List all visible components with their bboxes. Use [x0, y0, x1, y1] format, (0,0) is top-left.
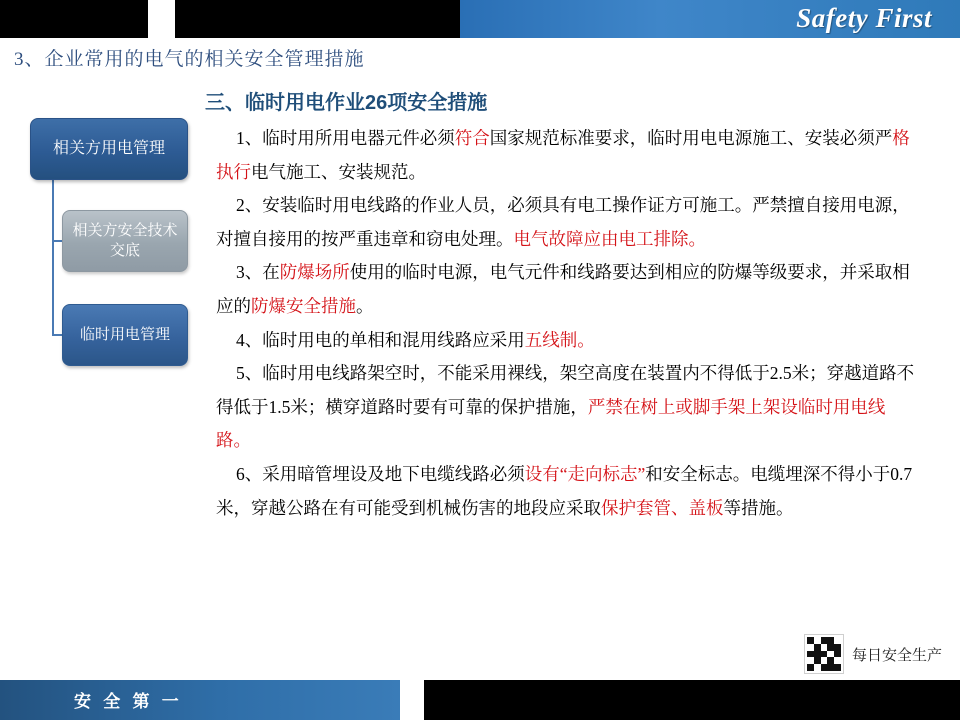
footer-blue-block [0, 680, 400, 720]
body-text: 使用的临时电源，电气元件和线路要达到相应的防爆等级要求，并采取相应的 [216, 262, 910, 316]
top-banner [0, 0, 960, 38]
section-heading: 3、企业常用的电气的相关安全管理措施 [14, 49, 365, 70]
highlighted-text: 五线制。 [524, 329, 595, 350]
flow-node-temporary-power-management[interactable]: 临时用电管理 [62, 304, 188, 366]
body-content [216, 122, 916, 525]
body-paragraph [216, 122, 916, 189]
wechat-label: 每日安全生产 [851, 647, 942, 664]
wechat-badge [804, 634, 942, 674]
paragraph-index: 1、 [236, 128, 263, 148]
banner-black-block-left [0, 0, 148, 38]
paragraph-index: 5、 [236, 363, 263, 384]
paragraph-index: 2、 [236, 195, 263, 216]
body-paragraph [216, 357, 916, 458]
body-paragraph [216, 189, 916, 256]
body-text: 在 [262, 262, 280, 283]
body-text: 。 [356, 295, 374, 316]
highlighted-text: 防爆场所 [279, 262, 350, 283]
paragraph-index: 4、 [236, 329, 263, 350]
body-paragraph [216, 458, 916, 525]
highlighted-text: 设有“走向标志” [524, 463, 646, 484]
paragraph-index: 6、 [236, 463, 263, 484]
brand-title: Safety First [796, 3, 932, 33]
highlighted-text: 保护套管、盖板 [601, 497, 724, 518]
highlighted-text: 符合 [454, 128, 490, 148]
highlighted-text: 防爆安全措施 [251, 295, 356, 316]
flow-node-related-party-power-management[interactable]: 相关方用电管理 [30, 118, 188, 180]
paragraph-index: 3、 [236, 262, 263, 283]
body-text: 采用暗管埋设及地下电缆线路必须 [262, 463, 525, 484]
body-paragraph [216, 256, 916, 323]
highlighted-text: 格执行 [216, 128, 910, 182]
body-text: 等措施。 [723, 497, 794, 518]
body-paragraph [216, 324, 916, 358]
flow-node-safety-technical-disclosure[interactable]: 相关方安全技术交底 [62, 210, 188, 272]
banner-black-block-mid [175, 0, 460, 38]
footer-black-block [424, 680, 960, 720]
body-text: 临时用所用电器元件必须 [262, 128, 455, 148]
footer-left-text: 安 全 第 一 [74, 692, 183, 711]
page-title: 三、临时用电作业26项安全措施 [205, 92, 488, 114]
body-text: 临时用电线路架空时，不能采用裸线，架空高度在装置内不得低于2.5米；穿越道路不得低于1.5米；横穿道路时要有可靠的保护措施， [216, 363, 915, 417]
body-text: 国家规范标准要求，临时用电电源施工、安装必须严 [489, 128, 893, 148]
connector-vertical [52, 176, 54, 336]
highlighted-text: 严禁在树上或脚手架上架设临时用电线路。 [216, 396, 886, 451]
body-text: 和安全标志。电缆埋深不得小于0.7米，穿越公路在有可能受到机械伤害的地段应采取 [216, 463, 913, 518]
highlighted-text: 电气故障应由电工排除。 [513, 228, 706, 249]
body-text: 安装临时用电线路的作业人员，必须具有电工操作证方可施工。严禁擅自接用电源，对擅自接用的按严重违章和窃电处理。 [216, 195, 910, 249]
bottom-banner [0, 680, 960, 720]
body-text: 电气施工、安装规范。 [251, 161, 426, 182]
flow-diagram [24, 118, 214, 378]
body-text: 临时用电的单相和混用线路应采用 [262, 329, 525, 350]
qr-code-icon [804, 634, 844, 674]
